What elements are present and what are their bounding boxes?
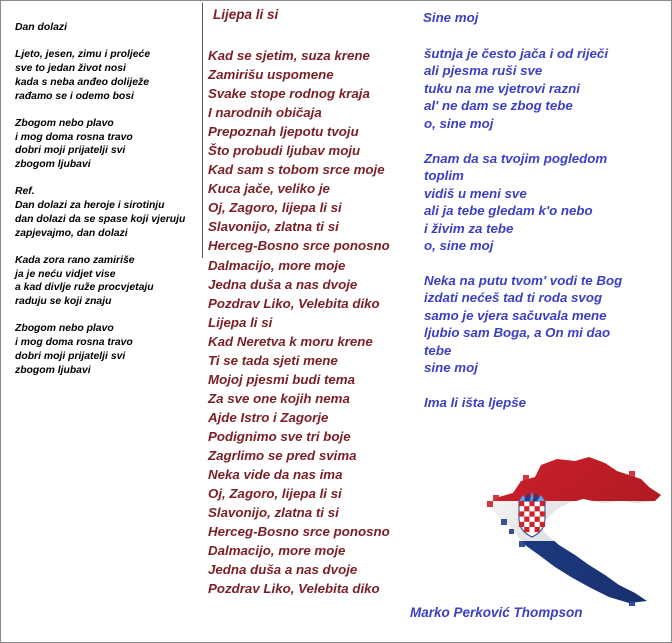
lyrics-sine-moj: šutnja je često jača i od riječi ali pjesma ruši sve tuku na me vjetrovi razni al' ne dam se zbog tebe o, sine moj Znam da sa tvojim pogledom toplim vidiš u meni sve ali ja tebe gledam k'o nebo i živim za tebe o, sine moj Neka na putu tvom' vodi te Bog izdati nećeš tad ti roda svog samo je vjera sačuvala mene ljubio sam Boga, a On mi dao tebe sine moj Ima li išta ljepše <box>424 46 623 411</box>
column-divider <box>202 3 203 258</box>
croatia-flag-map-icon <box>479 453 665 608</box>
author-name: Marko Perković Thompson <box>410 605 583 620</box>
title-lijepa-li-si: Lijepa li si <box>213 7 279 22</box>
title-sine-moj: Sine moj <box>423 10 479 25</box>
coat-of-arms-icon <box>519 491 545 537</box>
lyrics-dan-dolazi: Dan dolazi Ljeto, jesen, zimu i proljeće sve to jedan život nosi kada s neba anđeo doliježe rađamo se i odemo bosi Zbogom nebo plavo i mog doma rosna travo dobri moji prijatelji svi zbogom ljubavi Ref. Dan dolazi za heroje i sirotinju dan dolazi da se spase koji vjeruju zapjevajmo, dan dolazi Kada zora rano zamiriše ja je neću vidjet vise a kad divlje ruže procvjetaju raduju se koji znaju Zbogom nebo plavo i mog doma rosna travo dobri moji prijatelji svi zbogom ljubavi <box>15 22 186 376</box>
lyrics-lijepa-li-si: Kad se sjetim, suza krene Zamirišu uspomene Svake stope rodnog kraja I narodnih običaja Prepoznah ljepotu tvoju Što probudi ljubav moju Kad sam s tobom srce moje Kuca jače, veliko je Oj, Zagoro, lijepa li si Slavonijo, zlatna ti si Herceg-Bosno srce ponosno Dalmacijo, more moje Jedna duša a nas dvoje Pozdrav Liko, Velebita diko Lijepa li si Kad Neretva k moru krene Ti se tada sjeti mene Mojoj pjesmi budi tema Za sve one kojih nema Ajde Istro i Zagorje Podignimo sve tri boje Zagrlimo se pred svima Neka vide da nas ima Oj, Zagoro, lijepa li si Slavonijo, zlatna ti si Herceg-Bosno srce ponosno Dalmacijo, more moje Jedna duša a nas dvoje Pozdrav Liko, Velebita diko <box>208 48 390 597</box>
